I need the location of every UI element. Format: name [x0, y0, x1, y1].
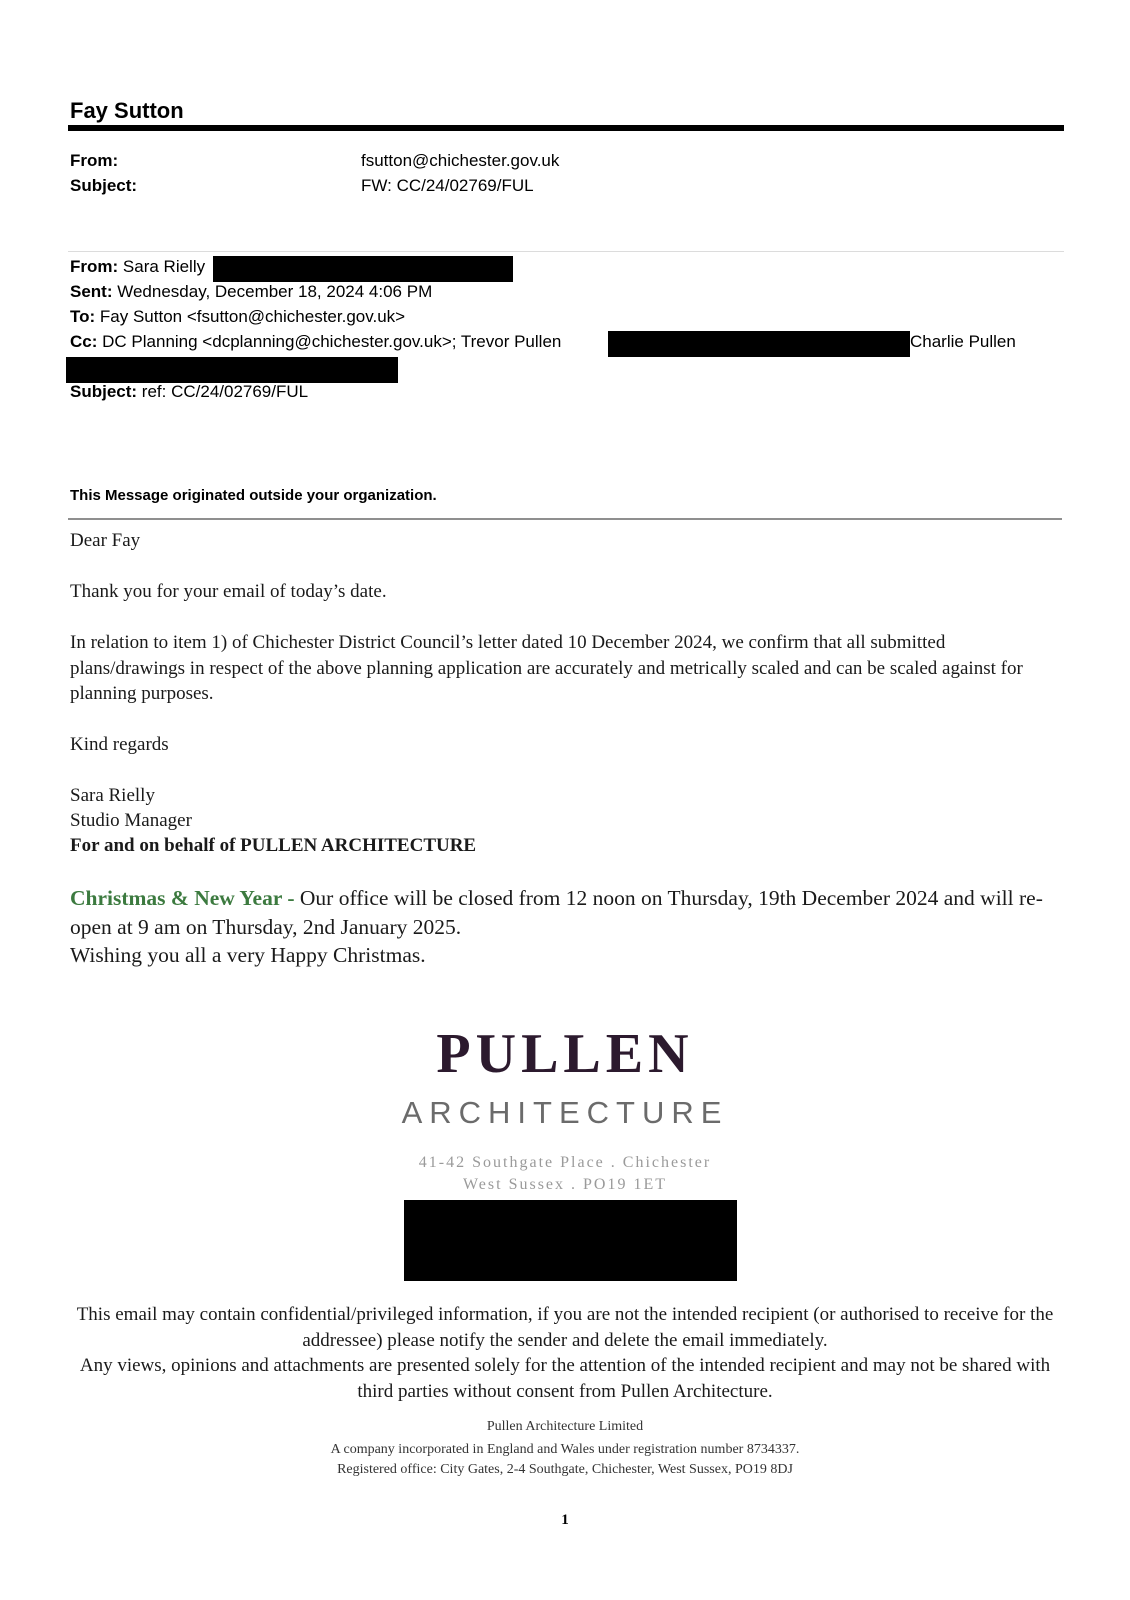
redaction-box: [213, 256, 513, 282]
closing: Kind regards: [70, 734, 169, 755]
registered-office: Registered office: City Gates, 2-4 Southgate, Chichester, West Sussex, PO19 8DJ: [337, 1462, 793, 1477]
forwarded-from-row: [70, 257, 205, 277]
forwarded-sent-label: Sent:: [70, 282, 113, 301]
forwarded-sent-value: Wednesday, December 18, 2024 4:06 PM: [117, 282, 433, 301]
forward-divider: [68, 251, 1064, 252]
header-from-label: From:: [70, 151, 119, 170]
forwarded-sent-row: [70, 282, 432, 302]
forwarded-from-label: From:: [70, 257, 119, 276]
forwarded-cc-row: [70, 332, 561, 352]
body-paragraph-1: Thank you for your email of today’s date.: [70, 581, 387, 602]
forwarded-cc-label: Cc:: [70, 332, 98, 351]
forwarded-to-value: Fay Sutton <fsutton@chichester.gov.uk>: [99, 307, 406, 326]
holiday-text: Our office will be closed from 12 noon on Thursday, 19th December 2024 and will re-open at 9 am on Thursday, 2nd January 2025.: [70, 886, 1043, 939]
holiday-wish: Wishing you all a very Happy Christmas.: [70, 943, 426, 967]
forwarded-to-label: To:: [70, 307, 96, 326]
forwarded-to-row: [70, 307, 405, 327]
redaction-box: [404, 1200, 737, 1281]
company-logo-subtitle: ARCHITECTURE: [401, 1095, 729, 1130]
holiday-notice: [70, 884, 1060, 941]
company-logo-address-2: West Sussex . PO19 1ET: [462, 1176, 668, 1193]
forwarded-cc-value: DC Planning <dcplanning@chichester.gov.uk>; Trevor Pullen: [102, 332, 562, 351]
forwarded-subject-label: Subject:: [70, 382, 138, 401]
header-from-value: fsutton@chichester.gov.uk: [361, 151, 560, 170]
header-subject-label: Subject:: [70, 176, 138, 195]
signature-company: For and on behalf of PULLEN ARCHITECTURE: [70, 835, 477, 856]
forwarded-subject-row: [70, 382, 308, 402]
company-logo-wordmark: PULLEN: [436, 1023, 694, 1085]
disclaimer-paragraph-1: This email may contain confidential/privileged information, if you are not the intended recipient (or authorised to receive for the addressee) please notify the sender and delete the email immediately.: [76, 1304, 1054, 1351]
page-number: 1: [561, 1512, 569, 1528]
forwarded-subject-value: ref: CC/24/02769/FUL: [141, 382, 309, 401]
disclaimer-paragraph-2: Any views, opinions and attachments are presented solely for the attention of the intended recipient and may not be shared with third parties without consent from Pullen Architecture.: [79, 1355, 1051, 1402]
forwarded-cc-extra: Charlie Pullen: [910, 332, 1016, 351]
header-divider: [68, 125, 1064, 131]
notice-divider: [68, 518, 1062, 520]
mailbox-owner-name: Fay Sutton: [70, 98, 184, 123]
redaction-box: [66, 357, 398, 383]
greeting: Dear Fay: [70, 530, 141, 551]
company-name-footer: Pullen Architecture Limited: [486, 1419, 644, 1434]
signature-name: Sara Rielly: [70, 785, 155, 806]
company-registration: A company incorporated in England and Wales under registration number 8734337.: [330, 1442, 800, 1457]
forwarded-from-value: Sara Rielly: [122, 257, 206, 276]
external-sender-notice: This Message originated outside your organization.: [70, 487, 437, 504]
redaction-box: [608, 331, 910, 357]
signature-title: Studio Manager: [70, 810, 192, 831]
body-paragraph-2: In relation to item 1) of Chichester District Council’s letter dated 10 December 2024, we confirm that all submitted plans/drawings in respect of the above planning application are accurately and metrically scaled and can be scaled against for planning purposes.: [70, 632, 1023, 704]
header-subject-value: FW: CC/24/02769/FUL: [361, 176, 534, 195]
holiday-heading: Christmas & New Year -: [70, 886, 295, 910]
company-logo-address-1: 41-42 Southgate Place . Chichester: [418, 1154, 712, 1171]
